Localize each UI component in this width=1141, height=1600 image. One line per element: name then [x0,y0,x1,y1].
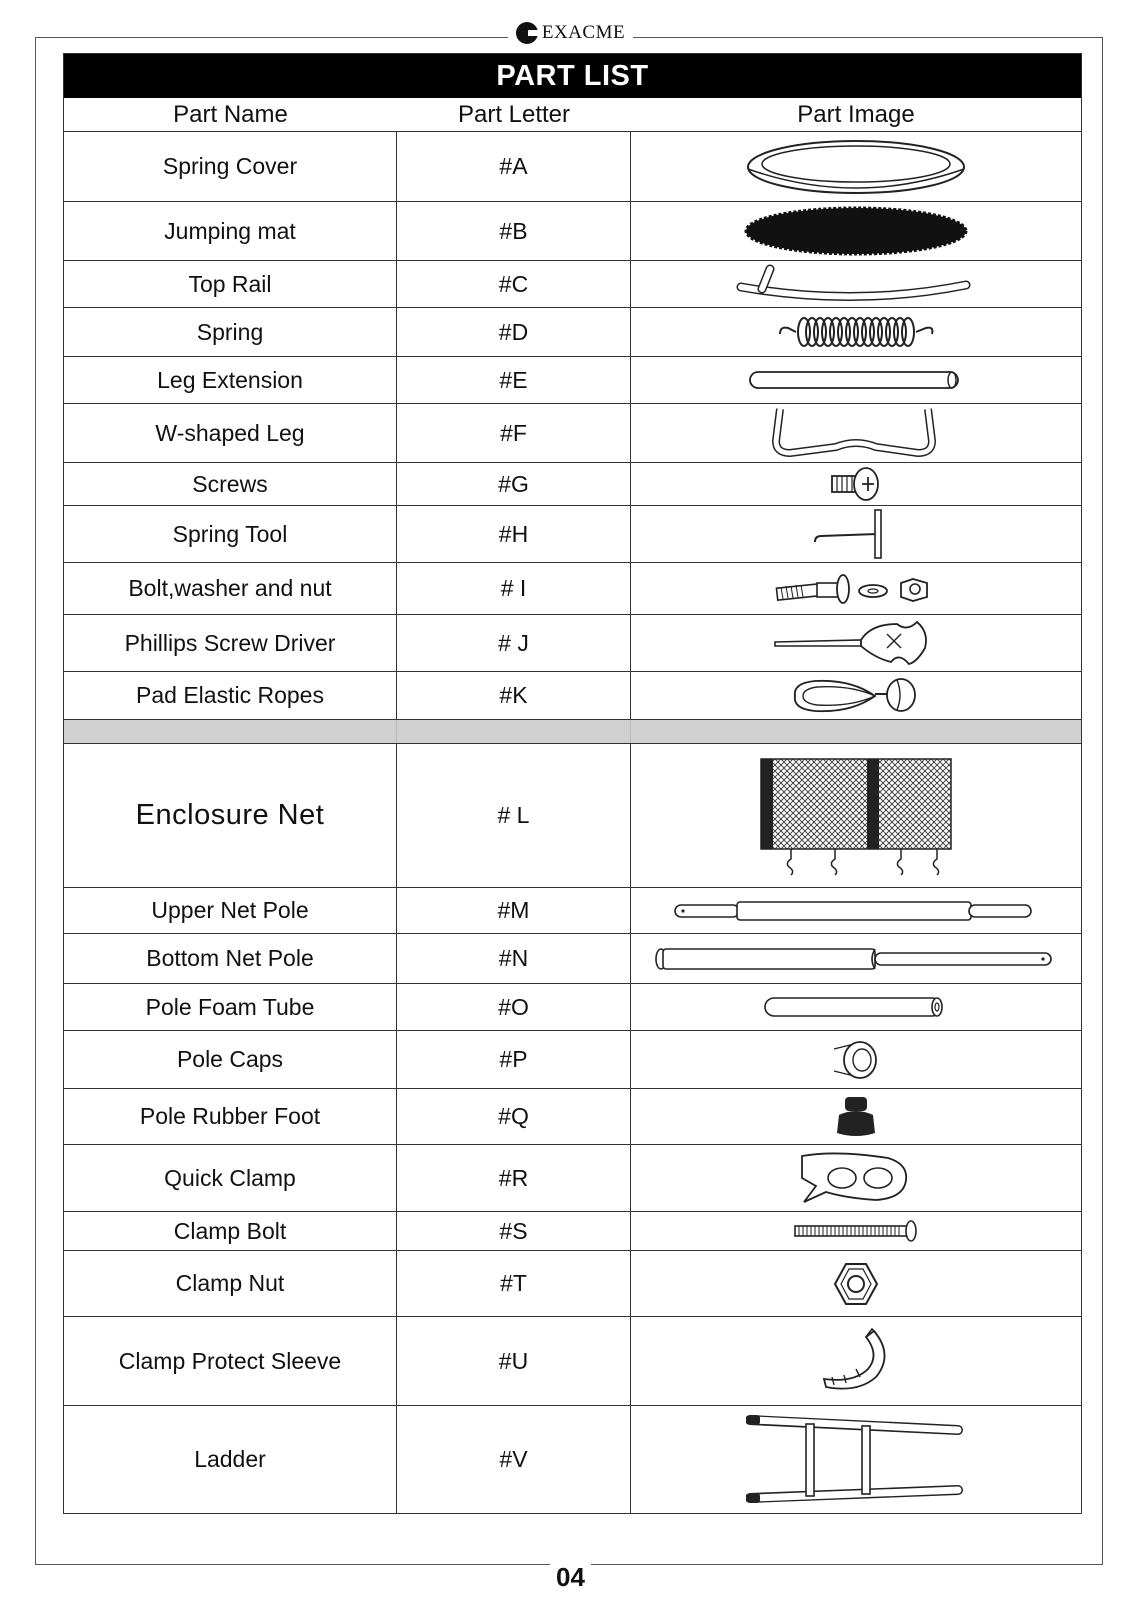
part-letter: # I [397,563,631,614]
w-shaped-leg-icon [631,404,1081,462]
part-letter: #K [397,672,631,719]
part-name: Enclosure Net [64,744,397,887]
part-name: Pad Elastic Ropes [64,672,397,719]
part-name: Bottom Net Pole [64,934,397,983]
part-name: Quick Clamp [64,1145,397,1211]
part-name: Ladder [64,1406,397,1513]
part-name: Pole Caps [64,1031,397,1088]
elastic-rope-icon [631,672,1081,719]
ladder-icon [631,1406,1081,1513]
part-name: Phillips Screw Driver [64,615,397,671]
screwdriver-icon [631,615,1081,671]
part-letter: # J [397,615,631,671]
pole-cap-icon [631,1031,1081,1088]
clamp-nut-icon [631,1251,1081,1316]
table-row [64,1144,1081,1211]
part-letter: #A [397,132,631,201]
part-letter: #F [397,404,631,462]
table-row [64,505,1081,562]
screw-icon [631,463,1081,505]
table-row [64,1405,1081,1513]
table-row [64,614,1081,671]
table-header-row [64,98,1081,131]
bolt-washer-nut-icon [631,563,1081,614]
table-row [64,671,1081,719]
header-part-letter: Part Letter [457,100,571,128]
part-name: Jumping mat [64,202,397,260]
upper-net-pole-icon [631,888,1081,933]
table-row [64,1316,1081,1405]
spring-tool-icon [631,506,1081,562]
part-name: Clamp Bolt [64,1212,397,1250]
header-part-image: Part Image [797,100,915,128]
part-letter: #H [397,506,631,562]
table-row [64,562,1081,614]
part-name: Upper Net Pole [64,888,397,933]
part-letter: # L [397,744,631,887]
part-name: W-shaped Leg [64,404,397,462]
part-letter: #C [397,261,631,307]
part-list-table [63,53,1082,1514]
jumping-mat-icon [631,202,1081,260]
bottom-net-pole-icon [631,934,1081,983]
table-row [64,983,1081,1030]
part-letter: #S [397,1212,631,1250]
table-row [64,307,1081,356]
part-name: Screws [64,463,397,505]
part-name: Bolt,washer and nut [64,563,397,614]
part-name: Pole Rubber Foot [64,1089,397,1144]
table-row [64,260,1081,307]
table-row [64,462,1081,505]
leg-extension-icon [631,357,1081,403]
rubber-foot-icon [631,1089,1081,1144]
part-letter: #D [397,308,631,356]
part-letter: #R [397,1145,631,1211]
part-letter: #T [397,1251,631,1316]
part-name: Clamp Nut [64,1251,397,1316]
table-row [64,403,1081,462]
clamp-bolt-icon [631,1212,1081,1250]
part-letter: #G [397,463,631,505]
part-name: Spring Tool [64,506,397,562]
part-letter: #E [397,357,631,403]
table-row [64,1088,1081,1144]
part-letter: #B [397,202,631,260]
table-row [64,201,1081,260]
part-letter: #P [397,1031,631,1088]
table-row [64,887,1081,933]
table-title: PART LIST [64,54,1081,98]
table-row [64,131,1081,201]
part-name: Spring [64,308,397,356]
part-name: Leg Extension [64,357,397,403]
part-letter: #V [397,1406,631,1513]
clamp-sleeve-icon [631,1317,1081,1405]
part-letter: #Q [397,1089,631,1144]
top-rail-icon [631,261,1081,307]
part-letter: #N [397,934,631,983]
header-part-name: Part Name [173,100,288,128]
brand-name: EXACME [541,22,626,43]
part-name: Spring Cover [64,132,397,201]
enclosure-net-icon [631,744,1081,887]
spring-icon [631,308,1081,356]
page-number: 04 [0,1562,1141,1593]
table-row [64,1211,1081,1250]
brand-logo-icon [516,22,538,44]
part-letter: #U [397,1317,631,1405]
quick-clamp-icon [631,1145,1081,1211]
part-name: Pole Foam Tube [64,984,397,1030]
table-row [64,1030,1081,1088]
foam-tube-icon [631,984,1081,1030]
brand-header [0,22,1141,49]
part-name: Clamp Protect Sleeve [64,1317,397,1405]
part-letter: #O [397,984,631,1030]
table-row [64,933,1081,983]
part-name: Top Rail [64,261,397,307]
part-letter: #M [397,888,631,933]
table-row [64,743,1081,887]
table-row [64,1250,1081,1316]
table-row [64,356,1081,403]
spring-cover-icon [631,132,1081,201]
section-separator [64,719,1081,743]
